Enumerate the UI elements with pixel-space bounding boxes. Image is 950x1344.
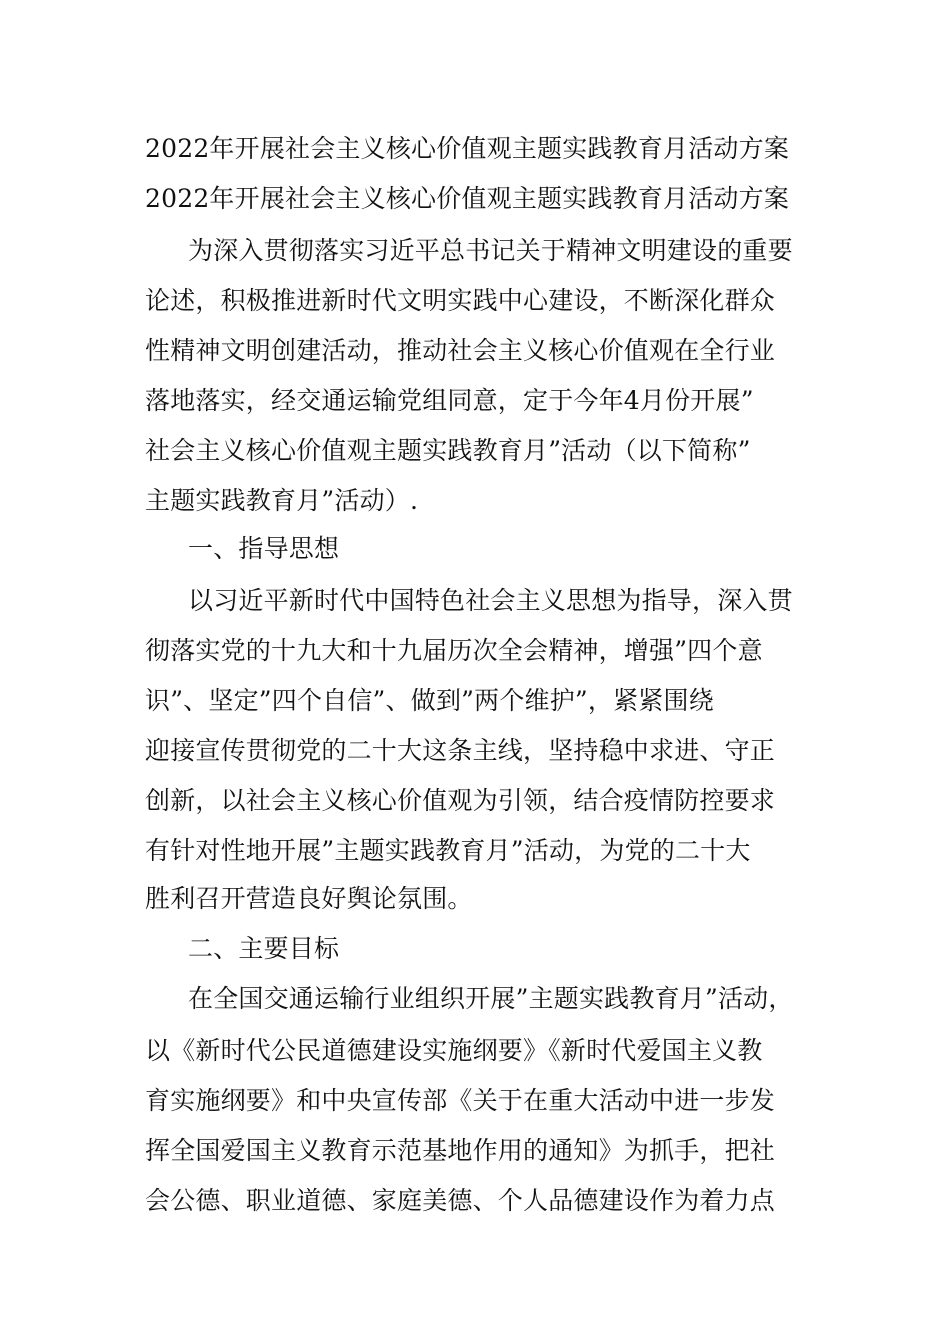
section-heading-main-goals: 二、主要目标 (188, 934, 340, 963)
section-1-line: 以习近平新时代中国特色社会主义思想为指导，深入贯 (188, 586, 793, 615)
intro-line: 社会主义核心价值观主题实践教育月”活动（以下简称” (145, 436, 751, 465)
section-1-line: 迎接宣传贯彻党的二十大这条主线，坚持稳中求进、守正 (145, 736, 776, 765)
intro-line: 主题实践教育月”活动）. (145, 486, 419, 515)
section-1-line: 识”、坚定”四个自信”、做到”两个维护”，紧紧围绕 (145, 686, 714, 715)
intro-line: 论述，积极推进新时代文明实践中心建设，不断深化群众 (145, 286, 776, 315)
document-title: 2022年开展社会主义核心价值观主题实践教育月活动方案 (145, 134, 790, 163)
section-2-line: 育实施纲要》和中央宣传部《关于在重大活动中进一步发 (145, 1086, 776, 1115)
intro-line: 为深入贯彻落实习近平总书记关于精神文明建设的重要 (188, 236, 793, 265)
intro-line: 落地落实，经交通运输党组同意，定于今年4月份开展” (145, 386, 754, 415)
document-title-repeat: 2022年开展社会主义核心价值观主题实践教育月活动方案 (145, 184, 790, 213)
section-1-line: 胜利召开营造良好舆论氛围。 (145, 884, 473, 913)
section-2-line: 会公德、职业道德、家庭美德、个人品德建设作为着力点 (145, 1186, 776, 1215)
section-1-line: 有针对性地开展”主题实践教育月”活动，为党的二十大 (145, 836, 751, 865)
section-2-line: 以《新时代公民道德建设实施纲要》《新时代爱国主义教 (145, 1036, 763, 1065)
section-heading-guiding-ideology: 一、指导思想 (188, 534, 340, 563)
section-1-line: 创新，以社会主义核心价值观为引领，结合疫情防控要求 (145, 786, 776, 815)
section-2-line: 在全国交通运输行业组织开展”主题实践教育月”活动， (188, 984, 794, 1013)
intro-line: 性精神文明创建活动，推动社会主义核心价值观在全行业 (145, 336, 776, 365)
section-1-line: 彻落实党的十九大和十九届历次全会精神，增强”四个意 (145, 636, 763, 665)
section-2-line: 挥全国爱国主义教育示范基地作用的通知》为抓手，把社 (145, 1136, 776, 1165)
